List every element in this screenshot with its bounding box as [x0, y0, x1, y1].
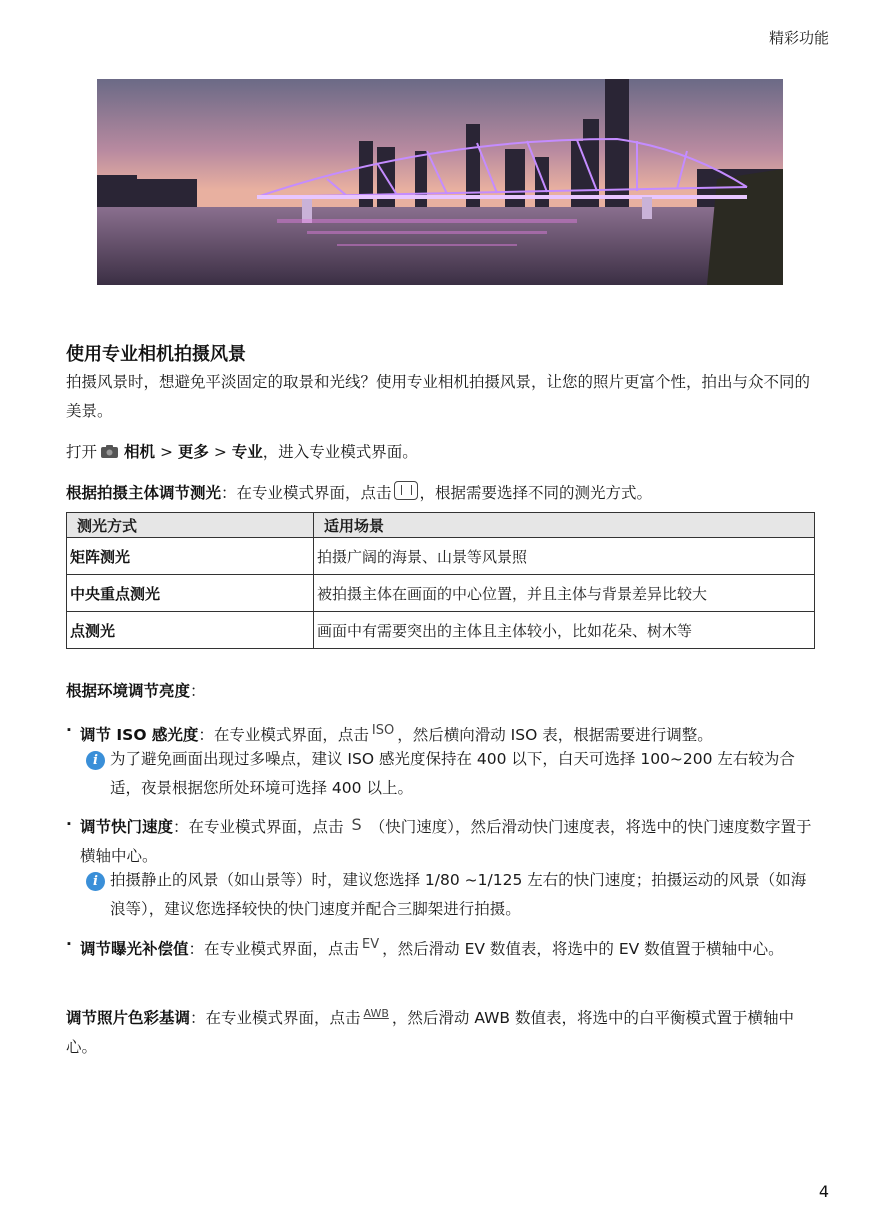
- path-separator: >: [208, 443, 232, 461]
- header-section-title: 精彩功能: [768, 29, 829, 47]
- metering-text-before: ：在专业模式界面，点击: [221, 484, 392, 502]
- shutter-label: 调节快门速度: [80, 818, 174, 836]
- shutter-icon: S: [351, 815, 362, 834]
- bullet-dot: ·: [66, 815, 72, 833]
- shutter-note-text: 拍摄静止的风景（如山景等）时，建议您选择 1/80 ~1/125 左右的快门速度；拍摄运动的风景（如海浪等），建议您选择较快的快门速度并配合三脚架进行拍摄。: [110, 871, 807, 918]
- list-item-ev: [66, 930, 818, 964]
- info-icon: i: [86, 751, 105, 770]
- ev-text-before: ：在专业模式界面，点击: [188, 940, 360, 958]
- bullet-dot: ·: [66, 935, 72, 953]
- shutter-text-after: （快门速度），然后滑动快门速度表，将选中的快门速度数字置于横轴中心。: [80, 818, 812, 865]
- camera-label: 相机: [124, 443, 156, 461]
- table-row: [67, 612, 815, 649]
- section-title: 使用专业相机拍摄风景: [66, 344, 246, 365]
- ev-text-after: ，然后滑动 EV 数值表，将选中的 EV 数值置于横轴中心。: [382, 940, 784, 958]
- awb-text-before: ：在专业模式界面，点击: [190, 1009, 361, 1027]
- metering-table: [66, 512, 815, 649]
- list-item-shutter: [66, 810, 818, 871]
- metering-label: 根据拍摄主体调节测光: [66, 484, 222, 502]
- table-row: [67, 575, 815, 612]
- table-header-row: [67, 513, 815, 538]
- awb-icon: AWB: [363, 1007, 389, 1020]
- table-cell-mode: 中央重点测光: [67, 575, 314, 612]
- iso-text-before: ：在专业模式界面，点击: [198, 726, 369, 744]
- table-cell-mode: 点测光: [67, 612, 314, 649]
- ev-icon: EV: [362, 937, 380, 952]
- banner-image-city-bridge-night: [97, 79, 783, 285]
- bullet-dot: ·: [66, 721, 72, 739]
- table-header-cell: 测光方式: [67, 513, 314, 538]
- brightness-colon: ：: [190, 682, 206, 700]
- path-separator: >: [155, 443, 178, 461]
- awb-label: 调节照片色彩基调: [66, 1009, 191, 1027]
- iso-icon: ISO: [371, 723, 395, 738]
- iso-label: 调节 ISO 感光度: [80, 726, 199, 744]
- page-number: 4: [818, 1182, 829, 1201]
- table-cell-mode: 矩阵测光: [67, 538, 314, 575]
- shutter-text-before: ：在专业模式界面，点击: [173, 818, 344, 836]
- info-icon: i: [86, 872, 105, 891]
- open-suffix: ，进入专业模式界面。: [262, 443, 418, 461]
- metering-instruction: [66, 479, 818, 508]
- camera-app-icon: [101, 439, 118, 452]
- shutter-note: [86, 866, 818, 924]
- open-prefix: 打开: [66, 443, 98, 461]
- brightness-label: 根据环境调节亮度: [66, 682, 191, 700]
- table-row: [67, 538, 815, 575]
- table-cell-scene: 画面中有需要突出的主体且主体较小，比如花朵、树木等: [314, 612, 815, 649]
- table-header-cell: 适用场景: [314, 513, 815, 538]
- brightness-heading: [66, 677, 818, 706]
- pro-label: 专业: [231, 443, 263, 461]
- iso-text-after: ，然后横向滑动 ISO 表，根据需要进行调整。: [397, 726, 713, 744]
- table-cell-scene: 被拍摄主体在画面的中心位置，并且主体与背景差异比较大: [314, 575, 815, 612]
- open-camera-instruction: [66, 438, 818, 467]
- more-label: 更多: [177, 443, 209, 461]
- metering-mode-icon: [394, 481, 418, 500]
- iso-note-text: 为了避免画面出现过多噪点，建议 ISO 感光度保持在 400 以下，白天可选择 100~200 左右较为合适，夜景根据您所处环境可选择 400 以上。: [110, 750, 795, 797]
- metering-text-after: ，根据需要选择不同的测光方式。: [419, 484, 653, 502]
- awb-text-after: ，然后滑动 AWB 数值表，将选中的白平衡模式置于横轴中心。: [66, 1009, 794, 1056]
- intro-paragraph: 拍摄风景时，想避免平淡固定的取景和光线？使用专业相机拍摄风景，让您的照片更富个性，拍出与众不同的美景。: [66, 373, 811, 420]
- ev-label: 调节曝光补偿值: [80, 940, 189, 958]
- table-cell-scene: 拍摄广阔的海景、山景等风景照: [314, 538, 815, 575]
- awb-instruction: [66, 999, 818, 1062]
- iso-note: [86, 745, 818, 803]
